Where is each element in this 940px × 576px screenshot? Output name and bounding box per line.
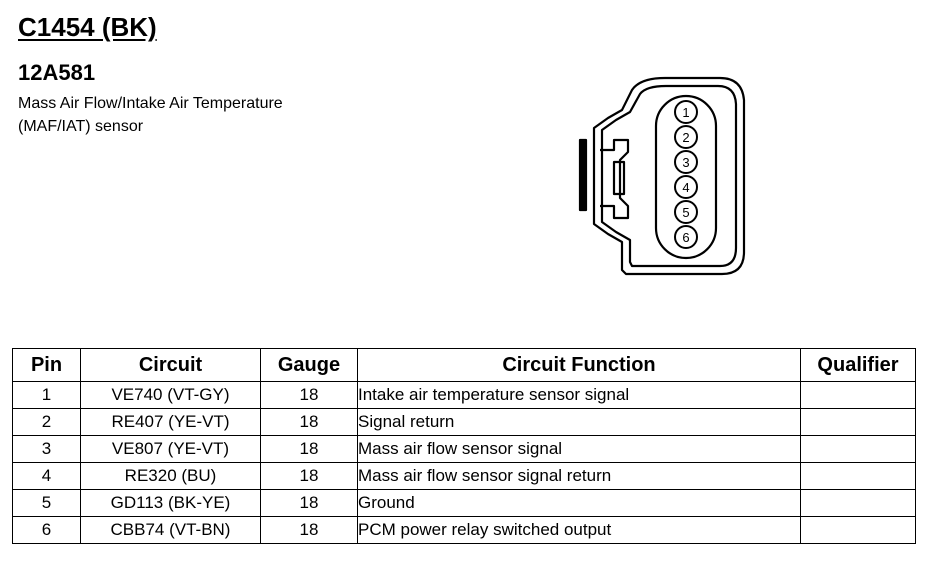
table-row (13, 463, 916, 490)
header-gauge: Gauge (261, 349, 358, 382)
pin-number-label: 5 (682, 205, 690, 220)
cell-gauge: 18 (261, 436, 358, 463)
pin-number-label: 4 (682, 180, 690, 195)
connector-id-title: C1454 (BK) (18, 12, 157, 42)
cell-pin: 5 (13, 490, 81, 517)
table-row (13, 436, 916, 463)
pin-number-label: 3 (682, 155, 690, 170)
cell-function: Mass air flow sensor signal return (358, 463, 801, 490)
table-row (13, 409, 916, 436)
cell-qualifier (801, 463, 916, 490)
pin-number-label: 1 (682, 105, 690, 120)
header-qualifier: Qualifier (801, 349, 916, 382)
pin-number-label: 2 (682, 130, 690, 145)
cell-circuit: CBB74 (VT-BN) (81, 517, 261, 544)
cell-circuit: GD113 (BK-YE) (81, 490, 261, 517)
cell-pin: 3 (13, 436, 81, 463)
cell-gauge: 18 (261, 382, 358, 409)
description-line-2: (MAF/IAT) sensor (18, 118, 144, 135)
cell-gauge: 18 (261, 490, 358, 517)
cell-qualifier (801, 436, 916, 463)
cell-function: Ground (358, 490, 801, 517)
cell-qualifier (801, 490, 916, 517)
cell-pin: 6 (13, 517, 81, 544)
cell-function: PCM power relay switched output (358, 517, 801, 544)
sensor-description (18, 92, 283, 138)
connector-housing-outer (594, 78, 744, 274)
table-header-row (13, 349, 916, 382)
cell-function: Signal return (358, 409, 801, 436)
cell-gauge: 18 (261, 517, 358, 544)
cell-qualifier (801, 409, 916, 436)
cell-circuit: VE740 (VT-GY) (81, 382, 261, 409)
cell-circuit: VE807 (YE-VT) (81, 436, 261, 463)
cell-circuit: RE320 (BU) (81, 463, 261, 490)
cell-pin: 1 (13, 382, 81, 409)
table-row (13, 382, 916, 409)
pinout-table (12, 348, 916, 544)
cell-circuit: RE407 (YE-VT) (81, 409, 261, 436)
cell-gauge: 18 (261, 409, 358, 436)
side-tab (580, 140, 586, 210)
cell-qualifier (801, 517, 916, 544)
cell-pin: 4 (13, 463, 81, 490)
header-circuit-function: Circuit Function (358, 349, 801, 382)
cell-function: Intake air temperature sensor signal (358, 382, 801, 409)
cell-function: Mass air flow sensor signal (358, 436, 801, 463)
cell-gauge: 18 (261, 463, 358, 490)
header-circuit: Circuit (81, 349, 261, 382)
header-pin: Pin (13, 349, 81, 382)
table-row (13, 490, 916, 517)
cell-qualifier (801, 382, 916, 409)
pin-number-label: 6 (682, 230, 690, 245)
description-line-1: Mass Air Flow/Intake Air Temperature (18, 95, 283, 112)
table-row (13, 517, 916, 544)
connector-diagram (570, 72, 750, 282)
part-number: 12A581 (18, 60, 96, 85)
cell-pin: 2 (13, 409, 81, 436)
